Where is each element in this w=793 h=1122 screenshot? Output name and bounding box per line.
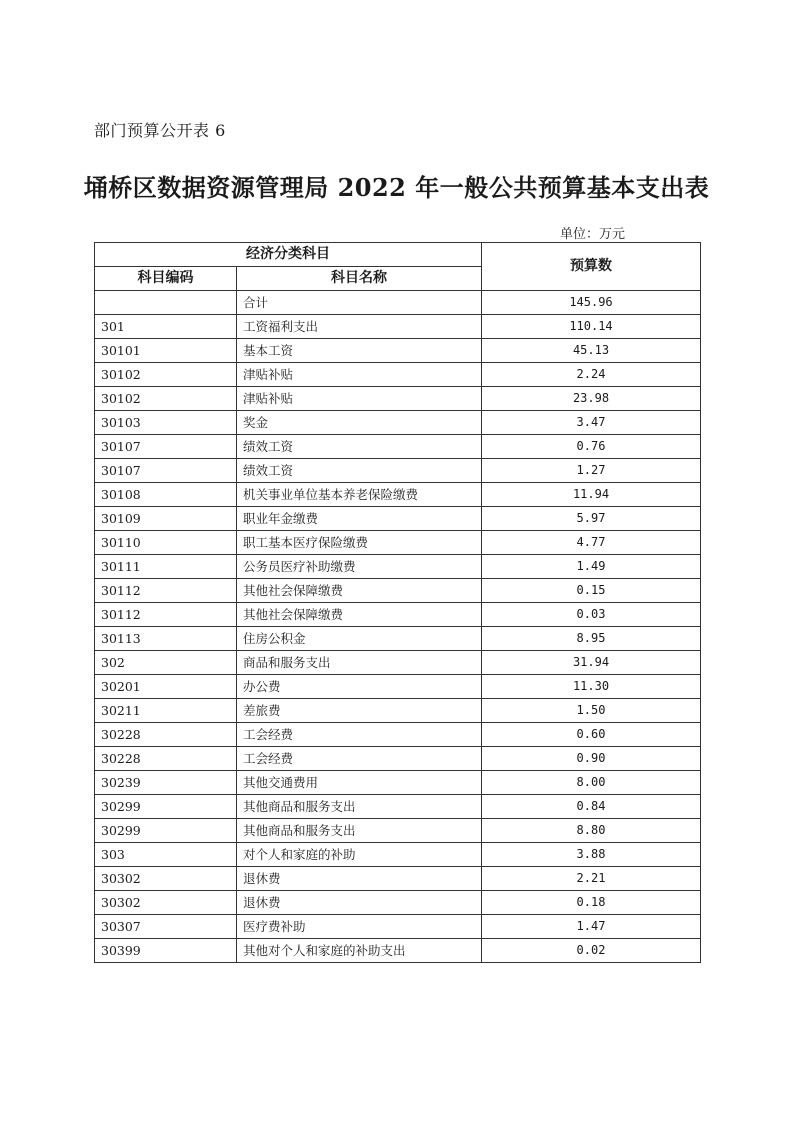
code-cell: 30228: [95, 747, 237, 771]
name-cell: 工资福利支出: [237, 315, 482, 339]
name-cell: 其他交通费用: [237, 771, 482, 795]
table-row: [95, 459, 701, 483]
table-row: [95, 915, 701, 939]
name-cell: 医疗费补助: [237, 915, 482, 939]
amount-cell: 5.97: [482, 507, 701, 531]
code-cell: 30108: [95, 483, 237, 507]
code-cell: 30103: [95, 411, 237, 435]
amount-cell: 0.18: [482, 891, 701, 915]
amount-cell: 1.49: [482, 555, 701, 579]
name-cell: 职业年金缴费: [237, 507, 482, 531]
amount-cell: 0.15: [482, 579, 701, 603]
table-row: [95, 339, 701, 363]
code-cell: 30107: [95, 459, 237, 483]
amount-cell: 4.77: [482, 531, 701, 555]
table-row: [95, 843, 701, 867]
name-cell: 其他对个人和家庭的补助支出: [237, 939, 482, 963]
table-row: [95, 315, 701, 339]
amount-cell: 1.50: [482, 699, 701, 723]
table-row: [95, 363, 701, 387]
table-row: [95, 411, 701, 435]
amount-cell: 1.47: [482, 915, 701, 939]
code-cell: 30211: [95, 699, 237, 723]
name-cell: 工会经费: [237, 747, 482, 771]
name-cell: 办公费: [237, 675, 482, 699]
amount-header: 预算数: [482, 243, 701, 291]
amount-cell: 2.24: [482, 363, 701, 387]
name-cell: 绩效工资: [237, 435, 482, 459]
name-cell: 其他社会保障缴费: [237, 603, 482, 627]
table-row: [95, 483, 701, 507]
table-row: [95, 603, 701, 627]
code-cell: 30110: [95, 531, 237, 555]
amount-cell: 3.88: [482, 843, 701, 867]
amount-cell: 110.14: [482, 315, 701, 339]
table-row: [95, 675, 701, 699]
amount-cell: 0.02: [482, 939, 701, 963]
amount-cell: 2.21: [482, 867, 701, 891]
amount-cell: 23.98: [482, 387, 701, 411]
page-title: 埇桥区数据资源管理局 2022 年一般公共预算基本支出表: [83, 173, 710, 202]
name-cell: 商品和服务支出: [237, 651, 482, 675]
name-cell: 机关事业单位基本养老保险缴费: [237, 483, 482, 507]
name-cell: 对个人和家庭的补助: [237, 843, 482, 867]
code-cell: 303: [95, 843, 237, 867]
code-cell: 30201: [95, 675, 237, 699]
amount-cell: 45.13: [482, 339, 701, 363]
budget-table: [94, 242, 701, 963]
amount-cell: 8.80: [482, 819, 701, 843]
total-code-cell: [95, 291, 237, 315]
name-cell: 公务员医疗补助缴费: [237, 555, 482, 579]
amount-cell: 1.27: [482, 459, 701, 483]
table-row: [95, 819, 701, 843]
code-cell: 30299: [95, 819, 237, 843]
table-row: [95, 771, 701, 795]
code-cell: 30302: [95, 867, 237, 891]
amount-cell: 11.30: [482, 675, 701, 699]
amount-cell: 8.00: [482, 771, 701, 795]
table-row: [95, 651, 701, 675]
code-cell: 30299: [95, 795, 237, 819]
code-cell: 30302: [95, 891, 237, 915]
name-cell: 其他商品和服务支出: [237, 819, 482, 843]
table-row: [95, 387, 701, 411]
name-cell: 职工基本医疗保险缴费: [237, 531, 482, 555]
code-cell: 30307: [95, 915, 237, 939]
name-cell: 退休费: [237, 867, 482, 891]
name-cell: 津贴补贴: [237, 363, 482, 387]
table-row: [95, 531, 701, 555]
name-cell: 基本工资: [237, 339, 482, 363]
code-cell: 30399: [95, 939, 237, 963]
economic-category-header: 经济分类科目: [95, 243, 482, 267]
header-row-group: [95, 243, 701, 267]
code-cell: 301: [95, 315, 237, 339]
code-header: 科目编码: [95, 267, 237, 291]
amount-cell: 31.94: [482, 651, 701, 675]
total-amount-cell: 145.96: [482, 291, 701, 315]
amount-cell: 8.95: [482, 627, 701, 651]
amount-cell: 0.84: [482, 795, 701, 819]
code-cell: 30107: [95, 435, 237, 459]
code-cell: 30102: [95, 363, 237, 387]
table-row: [95, 699, 701, 723]
total-row: [95, 291, 701, 315]
table-row: [95, 795, 701, 819]
amount-cell: 11.94: [482, 483, 701, 507]
table-number-label: 部门预算公开表 6: [94, 121, 226, 140]
amount-cell: 0.90: [482, 747, 701, 771]
table-row: [95, 723, 701, 747]
code-cell: 30109: [95, 507, 237, 531]
code-cell: 30239: [95, 771, 237, 795]
amount-cell: 3.47: [482, 411, 701, 435]
name-cell: 绩效工资: [237, 459, 482, 483]
table-row: [95, 507, 701, 531]
unit-label: 单位：万元: [560, 227, 626, 242]
code-cell: 302: [95, 651, 237, 675]
amount-cell: 0.60: [482, 723, 701, 747]
amount-cell: 0.03: [482, 603, 701, 627]
code-cell: 30228: [95, 723, 237, 747]
table-row: [95, 891, 701, 915]
total-name-cell: 合计: [237, 291, 482, 315]
code-cell: 30113: [95, 627, 237, 651]
table-row: [95, 747, 701, 771]
table-row: [95, 627, 701, 651]
table-row: [95, 555, 701, 579]
table-row: [95, 867, 701, 891]
table-row: [95, 939, 701, 963]
table-row: [95, 435, 701, 459]
amount-cell: 0.76: [482, 435, 701, 459]
code-cell: 30112: [95, 603, 237, 627]
name-cell: 其他社会保障缴费: [237, 579, 482, 603]
name-header: 科目名称: [237, 267, 482, 291]
name-cell: 差旅费: [237, 699, 482, 723]
code-cell: 30112: [95, 579, 237, 603]
name-cell: 津贴补贴: [237, 387, 482, 411]
name-cell: 奖金: [237, 411, 482, 435]
name-cell: 住房公积金: [237, 627, 482, 651]
name-cell: 退休费: [237, 891, 482, 915]
name-cell: 工会经费: [237, 723, 482, 747]
table-row: [95, 579, 701, 603]
code-cell: 30102: [95, 387, 237, 411]
name-cell: 其他商品和服务支出: [237, 795, 482, 819]
code-cell: 30101: [95, 339, 237, 363]
code-cell: 30111: [95, 555, 237, 579]
